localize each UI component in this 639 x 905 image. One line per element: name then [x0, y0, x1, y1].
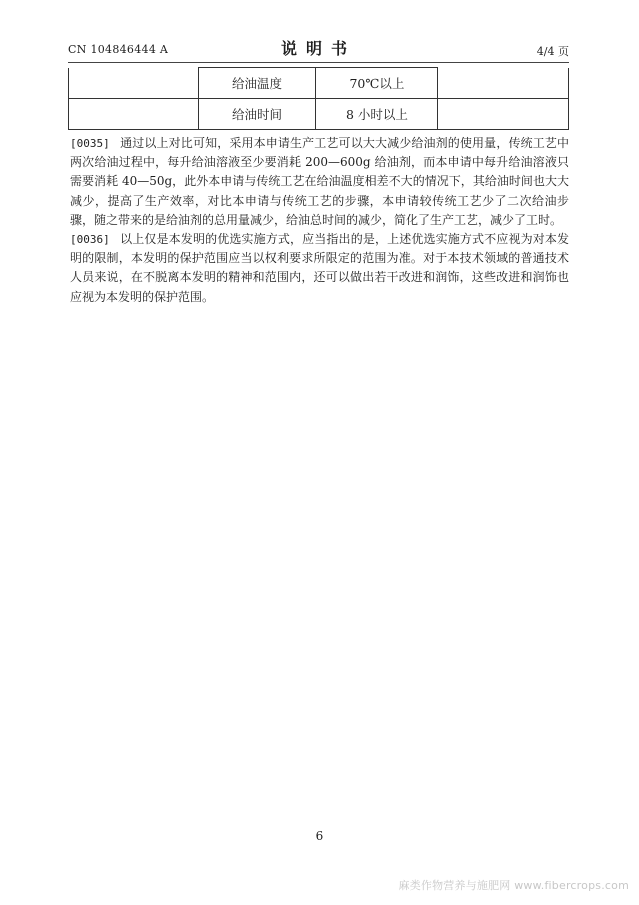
table-cell-value: 70℃以上: [316, 68, 438, 99]
page-header: [68, 36, 569, 60]
process-parameters-table: [68, 67, 569, 130]
page-number: 6: [315, 829, 324, 843]
patent-number: CN 104846444 A: [68, 43, 169, 56]
paragraph-number: [0035]: [70, 137, 110, 150]
table-row: [69, 99, 569, 130]
paragraph-text: 以上仅是本发明的优选实施方式，应当指出的是，上述优选实施方式不应视为对本发明的限制，本发明的保护范围应当以权利要求所限定的范围为准。对于本技术领域的普通技术人员来说，在不脱离本发明的精神和范围内，还可以做出若干改进和润饰，这些改进和润饰也应视为本发明的保护范围。: [70, 232, 569, 304]
table-cell-label: 给油温度: [198, 68, 316, 99]
document-body: [70, 134, 569, 307]
page-reference: 4/4 页: [536, 45, 569, 58]
paragraph-0036: [70, 230, 569, 307]
header-divider: [68, 62, 569, 63]
table-cell-blank: [69, 68, 199, 99]
table-row: [69, 68, 569, 99]
document-title: 说明书: [280, 39, 357, 58]
table-cell-blank: [438, 99, 569, 130]
table-cell-blank: [69, 99, 199, 130]
table-cell-blank: [438, 68, 569, 99]
table-cell-label: 给油时间: [198, 99, 316, 130]
paragraph-text: 通过以上对比可知，采用本申请生产工艺可以大大减少给油剂的使用量，传统工艺中两次给油过程中，每升给油溶液至少要消耗 200—600g 给油剂，而本申请中每升给油溶液只需要消耗 40—50g，此外本申请与传统工艺在给油温度相差不大的情况下，其给油时间也大大减少，提高了生产效率，对比本申请与传统工艺的步骤，本申请较传统工艺少了二次给油步骤，随之带来的是给油剂的总用量减少，给油总时间的减少，简化了生产工艺，减少了工时。: [70, 136, 569, 227]
table-cell-value: 8 小时以上: [316, 99, 438, 130]
site-watermark: 麻类作物营养与施肥网 www.fibercrops.com: [398, 879, 629, 892]
paragraph-0035: [70, 134, 569, 230]
paragraph-number: [0036]: [70, 233, 110, 247]
